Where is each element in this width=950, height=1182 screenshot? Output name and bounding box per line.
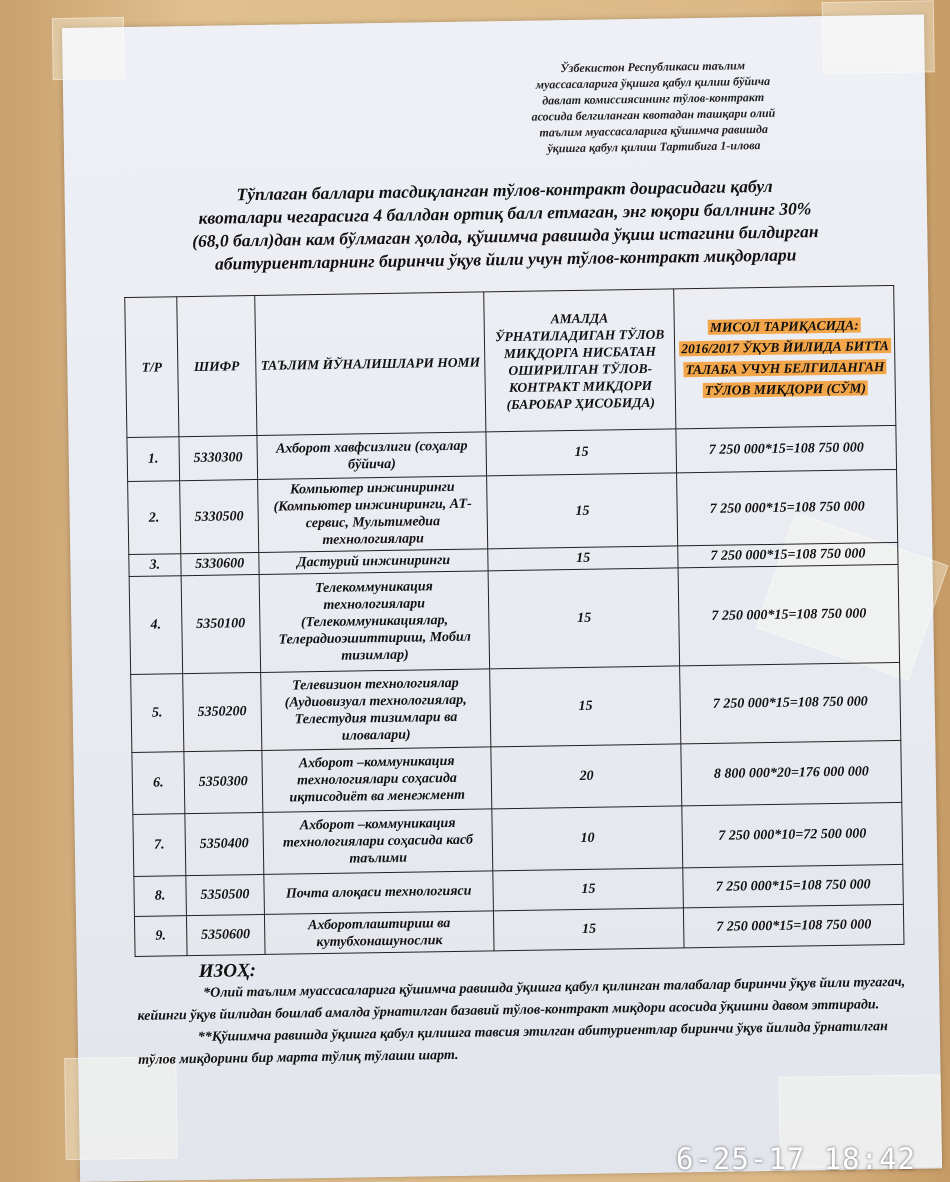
multiplier-cell: 15 — [488, 546, 678, 571]
tape-top-right — [822, 0, 935, 74]
program-name-cell: Ахборот –коммуникация технологиялари соҳасида касб таълими — [263, 809, 494, 875]
row-number-cell: 4. — [129, 576, 182, 675]
multiplier-cell: 15 — [494, 908, 684, 951]
appendix-line: ўқишга қабул қилиш Тартибига 1-илова — [547, 138, 761, 156]
amount-cell: 7 250 000*10=72 500 000 — [682, 802, 903, 867]
tape-top-left — [52, 17, 125, 80]
code-cell: 5350300 — [184, 750, 263, 813]
contract-table — [124, 285, 904, 957]
document-title — [124, 173, 885, 277]
amount-cell: 7 250 000*15=108 750 000 — [678, 542, 898, 567]
program-name-cell: Ахборотлаштириш ва кутубхонашунослик — [264, 911, 494, 955]
row-number-cell: 8. — [134, 876, 186, 917]
multiplier-cell: 15 — [489, 568, 680, 669]
table-row — [129, 564, 899, 674]
row-number-cell: 1. — [127, 437, 180, 482]
title-line: Тўплаган баллари тасдиқланган тўлов-контракт доирасидаги қабул — [236, 175, 773, 205]
program-name-cell: Ахборот хавфсизлиги (соҳалар бўйича) — [257, 432, 487, 480]
row-number-cell: 3. — [129, 554, 181, 577]
highlighted-header-text: МИСОЛ ТАРИҚАСИДА: 2016/2017 ЎҚУВ ЙИЛИДА БИТТА ТАЛАБА УЧУН БЕЛГИЛАНГАН ТЎЛОВ МИҚДОРИ (СЎМ) — [681, 317, 889, 398]
amount-cell: 7 250 000*15=108 750 000 — [684, 904, 904, 947]
program-name-cell: Ахборот –коммуникация технологиялари соҳасида иқтисодиёт ва менежмент — [262, 747, 493, 813]
table-row — [128, 469, 898, 554]
row-number-cell: 2. — [128, 481, 181, 555]
appendix-note — [503, 56, 804, 157]
code-cell: 5330600 — [181, 552, 259, 575]
multiplier-cell: 10 — [492, 806, 683, 871]
title-line: квоталари чегарасига 4 баллдан ортиқ балл етмаган, энг юқори баллнинг 30% — [198, 198, 812, 228]
header-multiplier: АМАЛДА ЎРНАТИЛАДИГАН ТЎЛОВ МИҚДОРГА НИСБАТАН ОШИРИЛГАН ТЎЛОВ-КОНТРАКТ МИҚДОРИ (БАРОБАР ҲИСОБИДА) — [484, 289, 676, 432]
amount-cell: 7 250 000*15=108 750 000 — [680, 662, 901, 743]
note-2: **Қўшимча равишда ўқишга қабул қилишга тавсия этилган абитуриентлар биринчи ўқув йилида ўрнатилган тўлов миқдорини бир марта тўлиқ тўлаши шарт. — [138, 1019, 888, 1068]
multiplier-cell: 20 — [491, 744, 682, 809]
header-number: Т/Р — [125, 297, 179, 438]
row-number-cell: 5. — [131, 674, 184, 753]
amount-cell: 7 250 000*15=108 750 000 — [676, 425, 896, 472]
row-number-cell: 7. — [133, 814, 186, 877]
amount-cell: 7 250 000*15=108 750 000 — [678, 564, 899, 665]
amount-cell: 7 250 000*15=108 750 000 — [677, 469, 898, 545]
title-line: абитуриентларнинг биринчи ўқув йили учун тўлов-контракт миқдорлари — [214, 244, 797, 274]
program-name-cell: Дастурий инжиниринги — [259, 549, 489, 575]
table-row — [131, 662, 901, 752]
title-line: (68,0 балл)дан кам бўлмаган ҳолда, қўшимча равишда ўқиш истагини билдирган — [192, 221, 819, 251]
header-program-name: ТАЪЛИМ ЙЎНАЛИШЛАРИ НОМИ — [254, 292, 486, 436]
multiplier-cell: 15 — [493, 868, 683, 911]
appendix-line: асосида белгиланган квотадан ташқари олий — [531, 105, 776, 124]
row-number-cell: 6. — [132, 752, 185, 815]
code-cell: 5350400 — [185, 812, 264, 875]
table-header-row — [125, 285, 896, 437]
code-cell: 5330300 — [179, 435, 258, 480]
appendix-line: муассасаларига ўқишга қабул қилиш бўйича — [535, 73, 771, 92]
notes-section — [137, 950, 919, 1072]
program-name-cell: Телекоммуникация технологиялари (Телекоммуникациялар, Телерадиоэшиттириш, Мобил тизимлар) — [259, 571, 490, 673]
appendix-line: давлат комиссиясининг тўлов-контракт — [542, 89, 765, 108]
multiplier-cell: 15 — [487, 473, 678, 549]
header-example-amount — [674, 285, 896, 428]
appendix-line: Ўзбекистон Республикаси таълим — [560, 58, 746, 76]
row-number-cell: 9. — [134, 916, 186, 957]
amount-cell: 7 250 000*15=108 750 000 — [683, 864, 903, 907]
note-1: *Олий таълим муассасаларига қўшимча равишда ўқишга қабул қилинган талабалар биринчи ўқув йили тугагач, кейинги ўқув йилидан бошлаб амалда ўрнатилган базавий тўлов-контракт миқдори асосида ўқишни давом эттиради. — [137, 974, 906, 1024]
amount-cell: 8 800 000*20=176 000 000 — [681, 740, 902, 805]
program-name-cell: Почта алоқаси технологияси — [264, 871, 494, 915]
multiplier-cell: 15 — [490, 666, 681, 747]
program-name-cell: Телевизион технологиялар (Аудиовизуал технологиялар, Телестудия тизимлари ва иловалари) — [260, 669, 491, 751]
code-cell: 5350100 — [181, 574, 260, 673]
notes-title: ИЗОҲ: — [198, 960, 257, 982]
tape-bottom-left — [64, 1056, 178, 1160]
code-cell: 5350200 — [183, 672, 262, 751]
appendix-line: таълим муассасаларига қўшимча равишда — [539, 121, 769, 140]
document-sheet — [62, 14, 942, 1181]
code-cell: 5330500 — [179, 479, 258, 553]
code-cell: 5350500 — [186, 874, 265, 915]
photo-timestamp: 6-25-17 18:42 — [676, 1142, 916, 1176]
program-name-cell: Компьютер инжиниринги (Компьютер инжиниринги, АТ-сервис, Мультимедиа технологиялари — [257, 476, 488, 553]
header-code: ШИФР — [177, 296, 257, 437]
code-cell: 5350600 — [186, 914, 265, 955]
multiplier-cell: 15 — [486, 429, 676, 476]
